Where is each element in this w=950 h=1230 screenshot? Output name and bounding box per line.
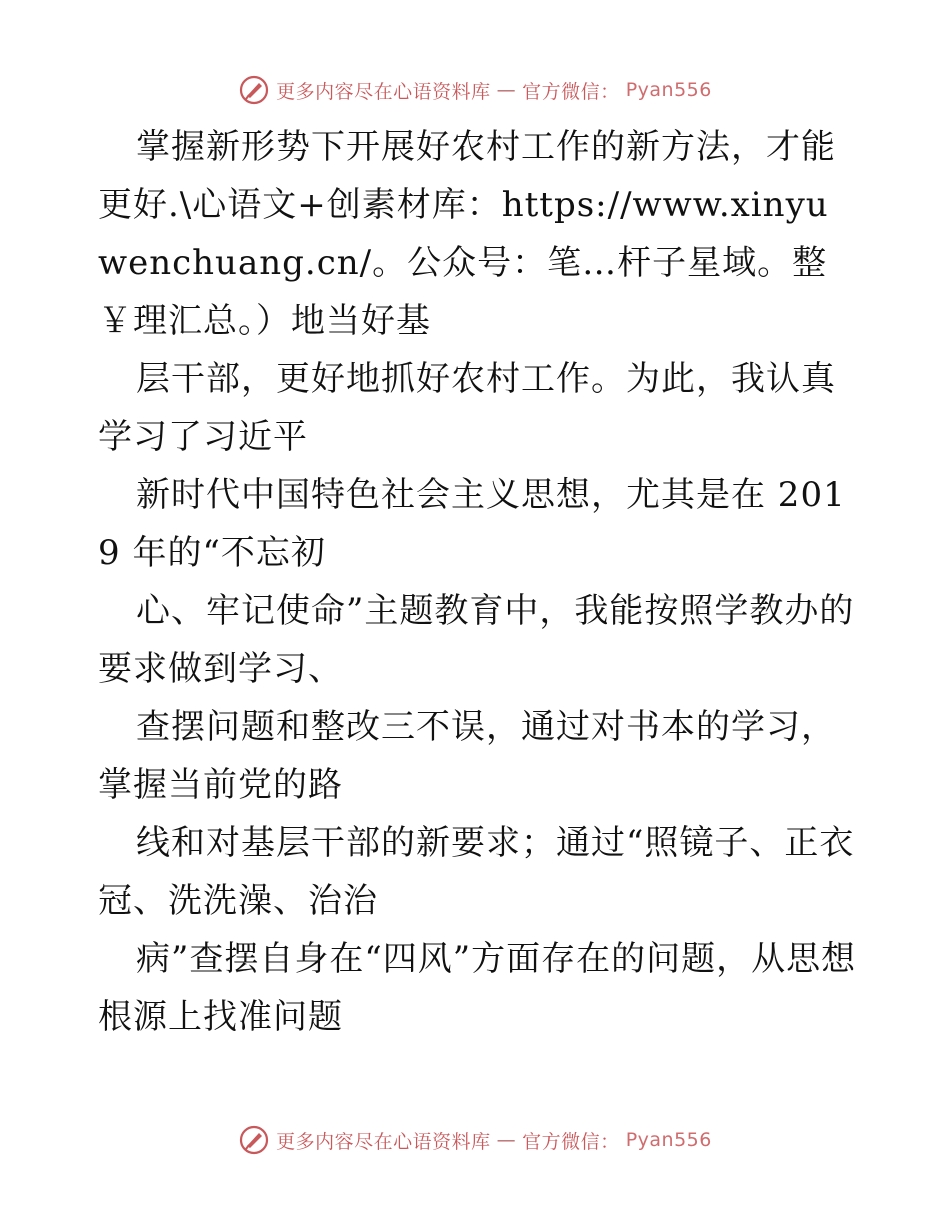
watermark-separator: — <box>496 79 517 101</box>
watermark-site-text: 更多内容尽在心语资料库 <box>276 1130 491 1153</box>
paragraph: 线和对基层干部的新要求；通过“照镜子、正衣冠、洗洗澡、治治 <box>98 823 855 921</box>
document-body <box>98 118 858 1046</box>
paragraph: 层干部，更好地抓好农村工作。为此，我认真学习了习近平 <box>98 359 836 457</box>
watermark-banner <box>238 1124 712 1156</box>
paragraph: 新时代中国特色社会主义思想，尤其是在 2019 年的“不忘初 <box>98 475 846 573</box>
quill-logo-icon <box>238 74 270 106</box>
watermark-wechat-label: 官方微信： <box>522 80 620 103</box>
paragraph: 心、牢记使命”主题教育中，我能按照学教办的要求做到学习、 <box>98 591 855 689</box>
watermark-wechat-label: 官方微信： <box>522 1130 620 1153</box>
paragraph: 病”查摆自身在“四风”方面存在的问题，从思想根源上找准问题 <box>98 939 857 1037</box>
watermark-account: Pyan556 <box>625 79 712 101</box>
watermark-separator: — <box>496 1129 517 1151</box>
paragraph: 掌握新形势下开展好农村工作的新方法，才能更好.\心语文+创素材库：https://www.xinyuwenchuang.cn/。公众号：笔…杆子星域。整￥理汇总。）地当好基 <box>98 127 836 341</box>
watermark-banner <box>238 74 712 106</box>
watermark-account: Pyan556 <box>625 1129 712 1151</box>
footer-watermark <box>0 1120 950 1160</box>
paragraph: 查摆问题和整改三不误，通过对书本的学习，掌握当前党的路 <box>98 707 836 805</box>
watermark-site-text: 更多内容尽在心语资料库 <box>276 80 491 103</box>
quill-logo-icon <box>238 1124 270 1156</box>
header-watermark <box>0 70 950 110</box>
